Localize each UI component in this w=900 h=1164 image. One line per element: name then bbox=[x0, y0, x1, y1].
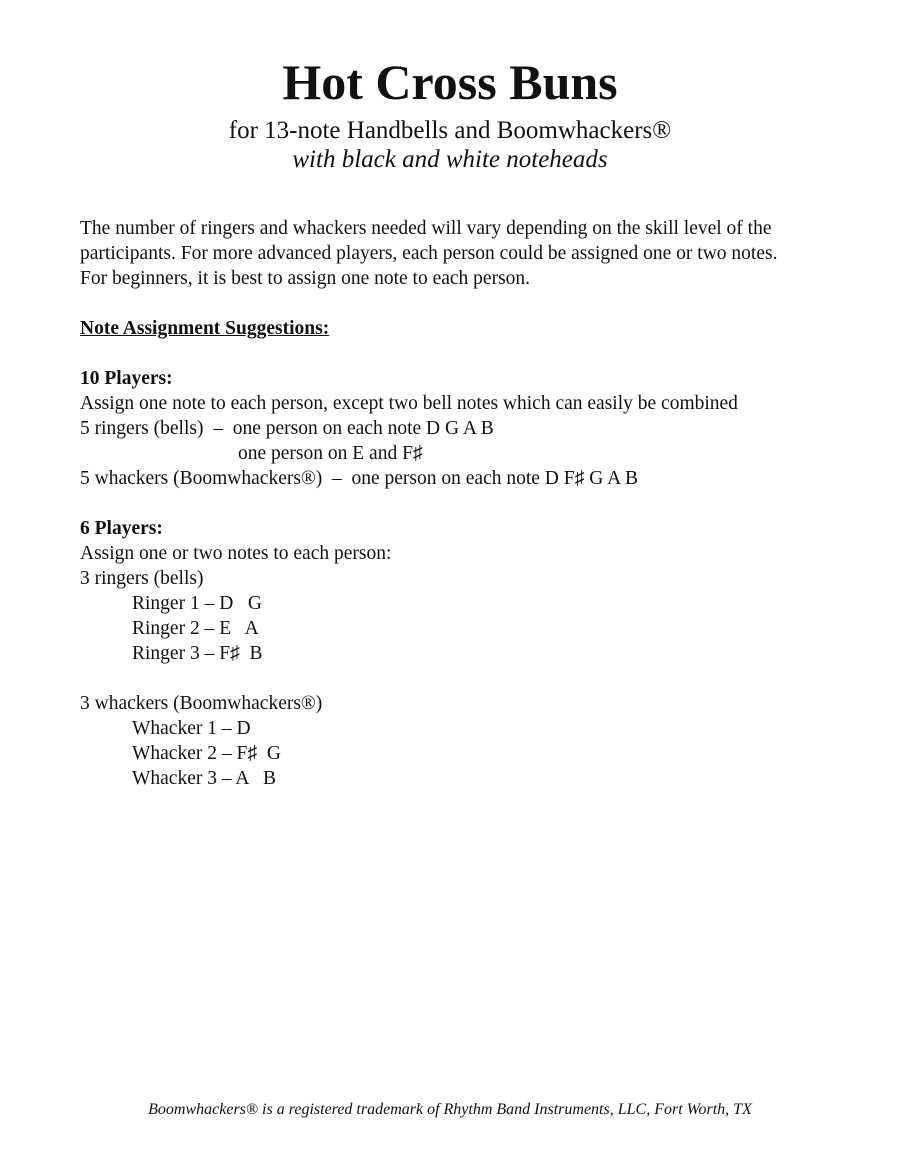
intro-line-3: For beginners, it is best to assign one note to each person. bbox=[80, 268, 531, 289]
page-subtitle-italic: with black and white noteheads bbox=[292, 146, 608, 173]
ringer-2: Ringer 2 – E A bbox=[132, 618, 259, 639]
page-title: Hot Cross Buns bbox=[282, 54, 618, 110]
ten-players-whackers: 5 whackers (Boomwhackers®) – one person on each note D F♯ G A B bbox=[80, 468, 638, 489]
document-body bbox=[80, 216, 840, 791]
six-players-heading: 6 Players: bbox=[80, 518, 163, 539]
ringer-3: Ringer 3 – F♯ B bbox=[132, 643, 263, 664]
ringer-1: Ringer 1 – D G bbox=[132, 593, 262, 614]
page-subtitle: for 13-note Handbells and Boomwhackers® bbox=[228, 117, 672, 144]
trademark-footer: Boomwhackers® is a registered trademark of Rhythm Band Instruments, LLC, Fort Worth, TX bbox=[148, 1101, 752, 1118]
six-players-ringers-heading: 3 ringers (bells) bbox=[80, 568, 204, 589]
six-players-whackers-heading: 3 whackers (Boomwhackers®) bbox=[80, 693, 323, 714]
ten-players-description: Assign one note to each person, except two bell notes which can easily be combined bbox=[80, 393, 738, 414]
ten-players-ringers: 5 ringers (bells) – one person on each note D G A B bbox=[80, 418, 494, 439]
assignment-heading: Note Assignment Suggestions: bbox=[80, 318, 330, 339]
ten-players-heading: 10 Players: bbox=[80, 368, 173, 389]
intro-line-2: participants. For more advanced players, each person could be assigned one or two notes. bbox=[80, 243, 778, 264]
intro-line-1: The number of ringers and whackers needed will vary depending on the skill level of the bbox=[80, 218, 772, 239]
whacker-3: Whacker 3 – A B bbox=[132, 768, 277, 789]
whacker-2: Whacker 2 – F♯ G bbox=[132, 743, 281, 764]
six-players-description: Assign one or two notes to each person: bbox=[80, 543, 392, 564]
whacker-1: Whacker 1 – D bbox=[132, 718, 251, 739]
ten-players-ringers-combined: one person on E and F♯ bbox=[238, 443, 423, 464]
